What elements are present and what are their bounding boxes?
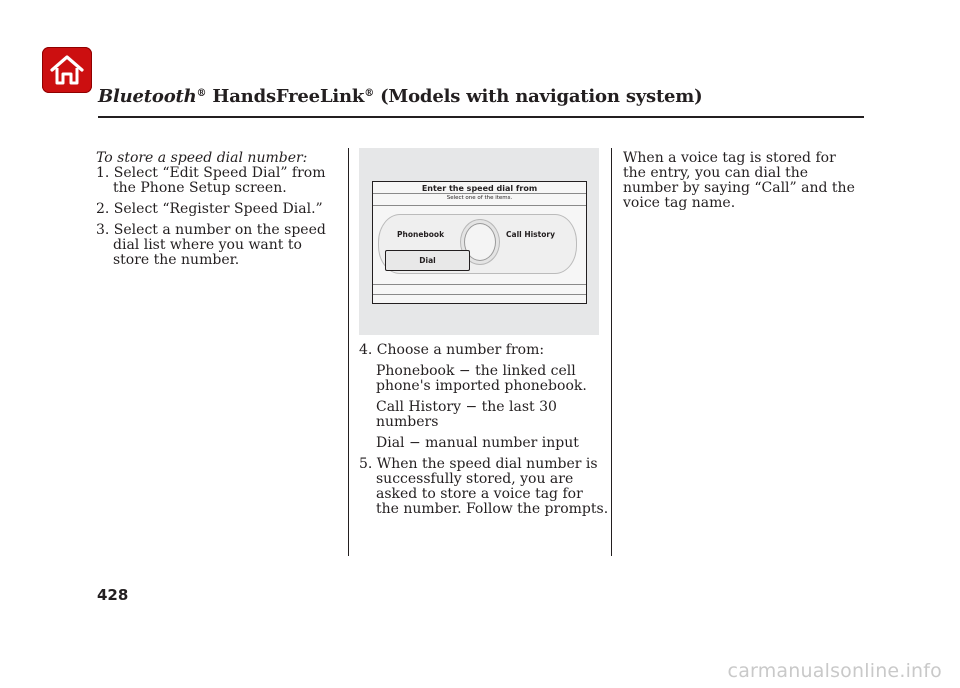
registered-mark: ® [196,88,207,99]
option-phonebook[interactable]: Phonebook [397,230,445,239]
option-description-phonebook: Phonebook − the linked cell phone's imported phonebook. [376,363,587,394]
page-number: 428 [97,586,129,604]
step-4: 4. Choose a number from: [359,342,545,358]
watermark: carmanualsonline.info [727,660,942,682]
instructions-column [96,151,341,268]
step-1: 1. Select “Edit Speed Dial” from the Phone Setup screen. [96,165,326,196]
screen-subtitle: Select one of the items. [446,195,513,201]
column-divider [611,148,612,556]
screen-illustration-panel [359,148,599,335]
screen-divider [373,205,586,206]
option-call-history[interactable]: Call History [506,230,555,239]
column-divider [348,148,349,556]
step-5: 5. When the speed dial number is successfully stored, you are asked to store a voice tag for the number. Follow the prompts. [359,456,609,517]
screen-divider [373,294,586,295]
options-column [359,343,609,517]
title-suffix: (Models with navigation system) [374,86,703,107]
option-dial[interactable]: Dial [385,250,470,271]
title-handsfreelink: HandsFreeLink [206,86,365,107]
nav-screen [372,181,587,304]
home-icon [49,53,85,87]
registered-mark: ® [364,88,375,99]
title-bluetooth: Bluetooth [98,86,197,107]
option-description-call-history: Call History − the last 30 numbers [376,399,557,430]
section-title [98,86,702,107]
option-description-dial: Dial − manual number input [376,435,579,451]
screen-title: Enter the speed dial from [421,184,538,193]
screen-divider [373,193,586,194]
header-divider [98,116,864,118]
procedure-heading: To store a speed dial number: [96,150,308,166]
voice-tag-note: When a voice tag is stored for the entry, you can dial the number by saying “Call” and the voice tag name. [623,150,855,211]
screen-divider [373,284,586,285]
step-2: 2. Select “Register Speed Dial.” [96,201,323,217]
note-column [623,151,863,211]
step-3: 3. Select a number on the speed dial list where you want to store the number. [96,222,326,268]
home-button[interactable] [42,47,92,93]
